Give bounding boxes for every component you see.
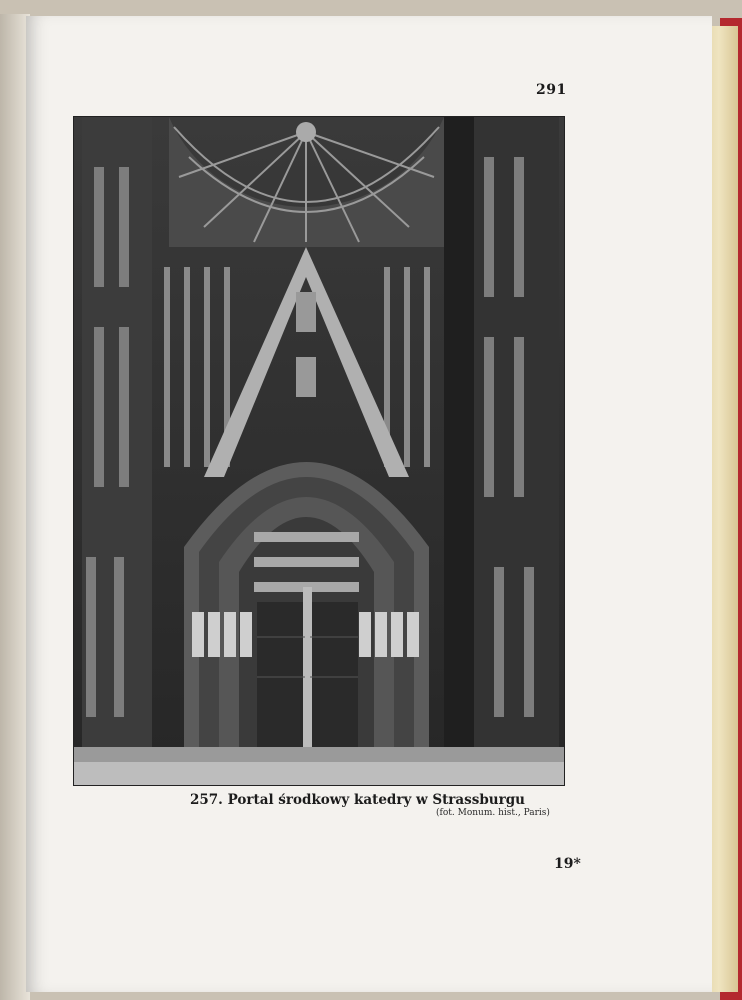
page-number: 291 xyxy=(536,82,567,98)
sheet-signature: 19* xyxy=(554,856,581,872)
cathedral-portal-photo xyxy=(73,116,565,786)
figure-caption: 257. Portal środkowy katedry w Strassburgu xyxy=(190,792,525,808)
photo-credit: (fot. Monum. hist., Paris) xyxy=(436,808,550,818)
